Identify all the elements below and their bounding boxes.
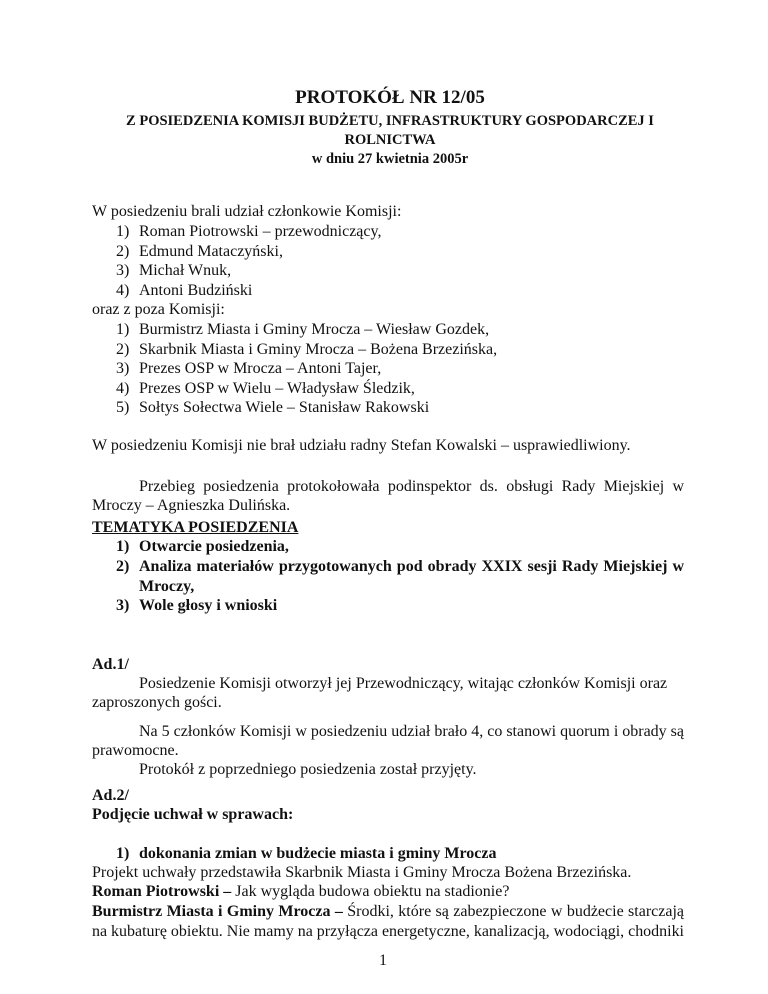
ad1-previous-minutes: Protokół z poprzedniego posiedzenia został przyjęty. <box>139 761 477 778</box>
ad2-item: dokonania zmian w budżecie miasta i gminy Mrocza <box>139 845 497 862</box>
ad1-quorum: Na 5 członków Komisji w posiedzeniu udział brało 4, co stanowi quorum i obrady są <box>139 723 684 740</box>
agenda-item: Otwarcie posiedzenia, <box>139 538 289 555</box>
ad1-quorum-cont: prawomocne. <box>92 742 179 759</box>
agenda-item-number: 1) <box>116 538 130 555</box>
list-item-number: 2) <box>116 242 130 260</box>
guests-intro: oraz z poza Komisji: <box>92 301 225 318</box>
page-number: 1 <box>379 952 387 969</box>
speaker-text: Jak wygląda budowa obiektu na stadionie? <box>231 883 510 900</box>
list-item-number: 4) <box>116 281 130 299</box>
ad2-line: Projekt uchwały przedstawiła Skarbnik Miasta i Gminy Mrocza Bożena Brzezińska. <box>92 864 632 881</box>
meeting-date: w dniu 27 kwietnia 2005r <box>311 151 469 167</box>
absent-note: W posiedzeniu Komisji nie brał udziału radny Stefan Kowalski – usprawiedliwiony. <box>92 437 631 454</box>
list-item-number: 4) <box>116 379 130 397</box>
agenda-item: Wole głosy i wnioski <box>139 597 278 614</box>
ad1-paragraph: Posiedzenie Komisji otworzył jej Przewodniczący, witając członków Komisji oraz <box>139 675 668 692</box>
agenda-item: Analiza materiałów przygotowanych pod obrady XXIX sesji Rady Miejskiej w <box>139 558 684 575</box>
speaker-name: Roman Piotrowski – <box>92 883 232 900</box>
speaker-text: Środki, które są zabezpieczone w budżecie starczają <box>342 903 685 920</box>
members-intro: W posiedzeniu brali udział członkowie Komisji: <box>92 203 402 220</box>
ad2-line: na kubaturę obiektu. Nie mamy na przyłącza energetyczne, kanalizacją, wodociągi, chodniki <box>92 923 684 940</box>
agenda-heading: TEMATYKA POSIEDZENIA <box>92 519 299 536</box>
agenda-item-number: 3) <box>116 597 130 614</box>
minutes-taker-line2: Mroczy – Agnieszka Dulińska. <box>92 497 291 514</box>
list-item: Antoni Budziński <box>139 281 253 299</box>
list-item: Prezes OSP w Mrocza – Antoni Tajer, <box>139 360 382 377</box>
ad1-paragraph-cont: zaproszonych gości. <box>92 694 222 711</box>
list-item: Burmistrz Miasta i Gminy Mrocza – Wiesław Gozdek, <box>139 321 490 338</box>
ad2-heading: Ad.2/ <box>92 787 129 804</box>
list-item-number: 3) <box>116 262 130 279</box>
document-subtitle-cont: ROLNICTWA <box>344 132 436 148</box>
document-title: PROTOKÓŁ NR 12/05 <box>295 87 485 108</box>
list-item-number: 2) <box>116 340 130 358</box>
list-item: Roman Piotrowski – przewodniczący, <box>139 223 382 240</box>
speaker-name: Burmistrz Miasta i Gminy Mrocza – <box>92 903 343 920</box>
document-subtitle: Z POSIEDZENIA KOMISJI BUDŻETU, INFRASTRUKTURY GOSPODARCZEJ I <box>126 113 654 129</box>
list-item: Michał Wnuk, <box>139 262 232 279</box>
list-item: Sołtys Sołectwa Wiele – Stanisław Rakowski <box>139 399 430 416</box>
list-item-number: 1) <box>116 223 130 240</box>
ad2-subheading: Podjęcie uchwał w sprawach: <box>92 806 294 823</box>
ad2-line <box>92 903 684 921</box>
agenda-item-number: 2) <box>116 558 130 575</box>
list-item-number: 3) <box>116 360 130 377</box>
ad2-line <box>92 883 509 901</box>
ad1-heading: Ad.1/ <box>92 656 129 673</box>
list-item: Prezes OSP w Wielu – Władysław Śledzik, <box>139 379 415 397</box>
list-item-number: 1) <box>116 321 130 338</box>
list-item-number: 5) <box>116 399 130 416</box>
ad2-item-number: 1) <box>116 845 130 862</box>
list-item: Edmund Mataczyński, <box>139 242 283 260</box>
minutes-taker-line1: Przebieg posiedzenia protokołowała podinspektor ds. obsługi Rady Miejskiej w <box>139 478 684 495</box>
list-item: Skarbnik Miasta i Gminy Mrocza – Bożena Brzezińska, <box>139 340 498 358</box>
agenda-item-cont: Mroczy, <box>139 578 195 595</box>
